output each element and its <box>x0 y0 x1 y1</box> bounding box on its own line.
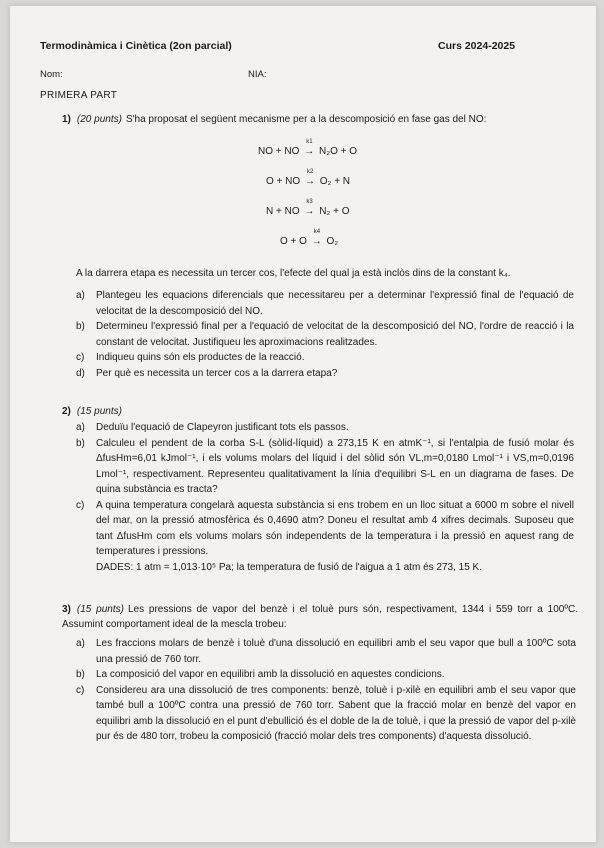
list-item: c) Indiqueu quins són els productes de la reacció. <box>76 352 305 363</box>
q1-intro-line <box>62 112 582 127</box>
list-item: c) Considereu ara una dissolució de tres components: benzè, toluè i p-xilè en equilibri amb el seu vapor que també bull a 100ºC contra una pressió de 760 torr. Sabent que la fracció molar en benzè del vapor en equilibri amb la dissolució en el punt d'ebullició és el doble de la de toluè, i que la pressió de vapor del p-xilè pur és de 480 torr, trobeu la composició (fracció molar dels tres components) d'aquesta dissolució. <box>76 684 576 742</box>
q1-items <box>76 288 574 381</box>
course-year: Curs 2024-2025 <box>438 40 516 52</box>
q3-items <box>76 636 576 745</box>
exam-title: Termodinàmica i Cinètica (2on parcial) <box>40 40 232 52</box>
reaction-arrow: k4 → <box>311 229 322 247</box>
reaction-2: O + NO k2 → O₂ + N <box>266 169 351 187</box>
list-item: d) Per què es necessita un tercer cos a la darrera etapa? <box>76 367 338 379</box>
q2-data: DADES: 1 atm = 1,013·10⁵ Pa; la temperatura de fusió de l'aigua a 1 atm és 273, 15 K. <box>96 562 483 573</box>
reaction-4: O + O k4 → O₂ <box>280 229 339 247</box>
q2-items <box>76 420 574 560</box>
q3-intro-block <box>62 602 578 632</box>
q2-points: (15 punts) <box>76 406 122 417</box>
q1-intro: S'ha proposat el següent mecanisme per a la descomposició en fase gas del NO: <box>125 114 487 125</box>
reaction-arrow: k2 → <box>304 169 315 187</box>
q3-number: 3) <box>62 604 71 615</box>
list-item: a) Les fraccions molars de benzè i toluè d'una dissolució en equilibri amb el seu vapor que bull a 100ºC sota una pressió de 760 torr. <box>76 638 576 665</box>
list-item: a) Deduïu l'equació de Clapeyron justificant tots els passos. <box>76 422 349 433</box>
q3-points: (15 punts) <box>76 604 124 615</box>
q1-note: A la darrera etapa es necessita un tercer cos, l'efecte del qual ja està inclòs dins de la constant k₄. <box>76 268 511 279</box>
q2-number: 2) <box>62 406 71 417</box>
q1-points: (20 punts) <box>76 114 122 125</box>
list-item: b) La composició del vapor en equilibri amb la dissolució en aquestes condicions. <box>76 669 445 680</box>
q1-number: 1) <box>62 114 71 125</box>
reaction-arrow: k3 → <box>304 199 315 217</box>
name-label: Nom: <box>40 69 63 80</box>
q3-intro: Les pressions de vapor del benzè i el toluè purs són, respectivament, 1344 i 559 torr a 100ºC. Assumint comportament ideal de la mescla trobeu: <box>62 604 579 630</box>
part-heading: PRIMERA PART <box>40 90 118 101</box>
q2-heading <box>62 404 126 419</box>
list-item: b) Calculeu el pendent de la corba S-L (sòlid-líquid) a 273,15 K en atmK⁻¹, si l'entalpia de fusió molar és ΔfusHm=6,01 kJmol⁻¹, i els volums molars del líquid i del sòlid són VL,m=0,0180 Lmol⁻¹ i VS,m=0,0196 Lmol⁻¹, respectivament. Representeu qualitativament la línia d'equilibri S-L en un diagrama de fases. De quina substància es tracta? <box>76 437 574 495</box>
reaction-3: N + NO k3 → N₂ + O <box>266 199 350 217</box>
nia-label: NIA: <box>248 69 267 80</box>
exam-sheet <box>10 6 596 842</box>
reaction-1: NO + NO k1 → N₂O + O <box>258 139 358 157</box>
list-item: c) A quina temperatura congelarà aquesta substància si ens trobem en un lloc situat a 6000 m sobre el nivell del mar, on la pressió atmosfèrica és 0,4690 atm? Doneu el resultat amb 4 xifres decimals. Suposeu que tant ΔfusHm com els volums molars són independents de la temperatura i la pressió en aquest rang de temperatures i pressions. <box>76 499 574 557</box>
list-item: b) Determineu l'expressió final per a l'equació de velocitat de la descomposició del NO, l'ordre de reacció i la constant de velocitat. Justifiqueu les aproximacions realitzades. <box>76 321 574 348</box>
reaction-arrow: k1 → <box>304 139 315 157</box>
list-item: a) Plantegeu les equacions diferencials que necessitareu per a determinar l'expressió final de l'equació de velocitat de la descomposició del NO. <box>76 290 574 317</box>
